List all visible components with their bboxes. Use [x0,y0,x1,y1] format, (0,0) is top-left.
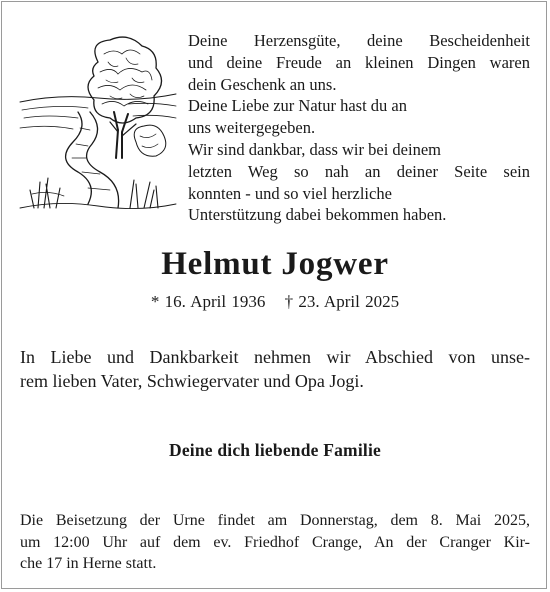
funeral-line: um 12:00 Uhr auf dem ev. Friedhof Crange, An der Cranger Kir- [20,533,530,551]
poem-line: konnten - und so viel herzliche [188,183,392,203]
poem-line: Deine Liebe zur Natur hast du an [188,96,407,116]
deceased-name: Helmut Jogwer [161,246,389,282]
poem-line: uns weitergegeben. [188,118,316,138]
poem-line: letzten Weg so nah an deiner Seite sein [188,161,530,181]
poem-line: Wir sind dankbar, dass wir bei deinem [188,139,441,159]
funeral-line: che 17 in Herne statt. [20,555,157,572]
tree-landscape-icon [18,32,178,212]
poem-line: dein Geschenk an uns. [188,74,337,94]
death-date: † 23. April 2025 [284,292,400,311]
funeral-details [20,510,530,575]
birth-date: * 16. April 1936 [150,292,266,311]
farewell-line: rem lieben Vater, Schwiegervater und Opa Jogi. [20,371,364,391]
life-dates [0,292,550,312]
funeral-line: Die Beisetzung der Urne findet am Donnerstag, dem 8. Mai 2025, [20,512,530,529]
poem-line: Deine Herzensgüte, deine Bescheidenheit [188,31,530,50]
family-signature: Deine dich liebende Familie [169,440,381,460]
poem-line: und deine Freude an kleinen Dingen waren [188,52,530,72]
poem-line: Unterstützung dabei bekommen haben. [188,205,447,225]
farewell-line: In Liebe und Dankbarkeit nehmen wir Abschied von unse- [20,347,530,367]
farewell-text [20,345,530,393]
poem-text [188,30,530,226]
